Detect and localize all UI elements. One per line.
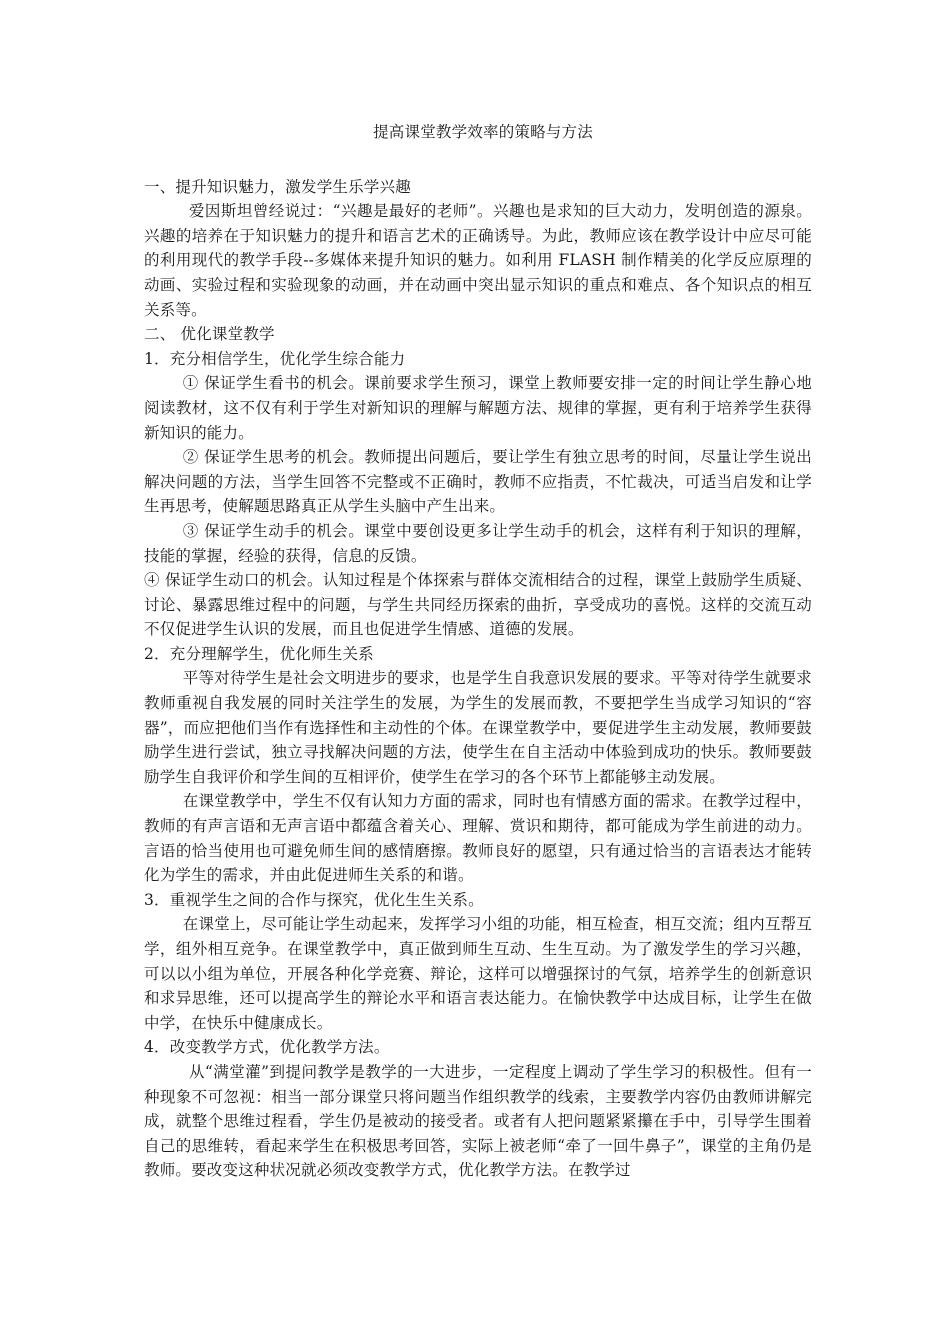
section-heading-2: 二、 优化课堂教学: [144, 325, 275, 344]
paragraph: ② 保证学生思考的机会。教师提出问题后，要让学生有独立思考的时间，尽量让学生说出解决问题的方法，当学生回答不完整或不正确时，教师不应指责，不忙裁决，可适当启发和让学生再思考，使解题思路真正从学生头脑中产生出来。: [144, 448, 812, 516]
subsection-heading-1: 1．充分相信学生，优化学生综合能力: [144, 349, 406, 368]
subsection-heading-4: 4．改变教学方式，优化教学方法。: [144, 1038, 390, 1057]
document-title: 提高课堂教学效率的策略与方法: [373, 123, 593, 141]
paragraph: ③ 保证学生动手的机会。课堂中要创设更多让学生动手的机会，这样有利于知识的理解，技能的掌握，经验的获得，信息的反馈。: [144, 521, 812, 565]
paragraph: 在课堂上，尽可能让学生动起来，发挥学习小组的功能，相互检查，相互交流；组内互帮互学，组外相互竞争。在课堂教学中，真正做到师生互动、生生互动。为了激发学生的学习兴趣，可以以小组为单位，开展各种化学竞赛、辩论，这样可以增强探讨的气氛，培养学生的创新意识和求异思维，还可以提高学生的辩论水平和语言表达能力。在愉快教学中达成目标，让学生在做中学，在快乐中健康成长。: [144, 915, 812, 1032]
subsection-heading-2: 2．充分理解学生，优化师生关系: [144, 644, 374, 663]
paragraph: 平等对待学生是社会文明进步的要求，也是学生自我意识发展的要求。平等对待学生就要求教师重视自我发展的同时关注学生的发展，为学生的发展而教，不要把学生当成学习知识的“容器”，而应把他们当作有选择性和主动性的个体。在课堂教学中，要促进学生主动发展，教师要鼓励学生进行尝试，独立寻找解决问题的方法，使学生在自主活动中体验到成功的快乐。教师要鼓励学生自我评价和学生间的互相评价，使学生在学习的各个环节上都能够主动发展。: [144, 669, 812, 786]
document-page: [144, 120, 812, 1183]
paragraph: ④ 保证学生动口的机会。认知过程是个体探索与群体交流相结合的过程，课堂上鼓励学生质疑、讨论、暴露思维过程中的问题，与学生共同经历探索的曲折，享受成功的喜悦。这样的交流互动不仅促进学生认识的发展，而且也促进学生情感、道德的发展。: [144, 571, 812, 639]
paragraph: ① 保证学生看书的机会。课前要求学生预习，课堂上教师要安排一定的时间让学生静心地阅读教材，这不仅有利于学生对新知识的理解与解题方法、规律的掌握，更有利于培养学生获得新知识的能力。: [144, 374, 812, 442]
paragraph: 从“满堂灌”到提问教学是教学的一大进步，一定程度上调动了学生学习的积极性。但有一种现象不可忽视：相当一部分课堂只将问题当作组织教学的线索，主要教学内容仍由教师讲解完成，就整个思维过程看，学生仍是被动的接受者。或者有人把问题紧紧攥在手中，引导学生围着自己的思维转，看起来学生在积极思考回答，实际上被老师“牵了一回牛鼻子”，课堂的主角仍是教师。要改变这种状况就必须改变教学方式，优化教学方法。在教学过: [144, 1062, 812, 1180]
subsection-heading-3: 3．重视学生之间的合作与探究，优化生生关系。: [144, 890, 484, 909]
paragraph: 爱因斯坦曾经说过：“兴趣是最好的老师”。兴趣也是求知的巨大动力，发明创造的源泉。兴趣的培养在于知识魅力的提升和语言艺术的正确诱导。为此，教师应该在教学设计中应尽可能的利用现代的教学手段--多媒体来提升知识的魅力。如利用 FLASH 制作精美的化学反应原理的动画、实验过程和实验现象的动画，并在动画中突出显示知识的重点和难点、各个知识点的相互关系等。: [144, 202, 812, 319]
section-heading-1: 一、提升知识魅力，激发学生乐学兴趣: [144, 177, 411, 196]
paragraph: 在课堂教学中，学生不仅有认知力方面的需求，同时也有情感方面的需求。在教学过程中，教师的有声言语和无声言语中都蕴含着关心、理解、赏识和期待，都可能成为学生前进的动力。言语的恰当使用也可避免师生间的感情磨擦。教师良好的愿望，只有通过恰当的言语表达才能转化为学生的需求，并由此促进师生关系的和谐。: [144, 792, 812, 885]
